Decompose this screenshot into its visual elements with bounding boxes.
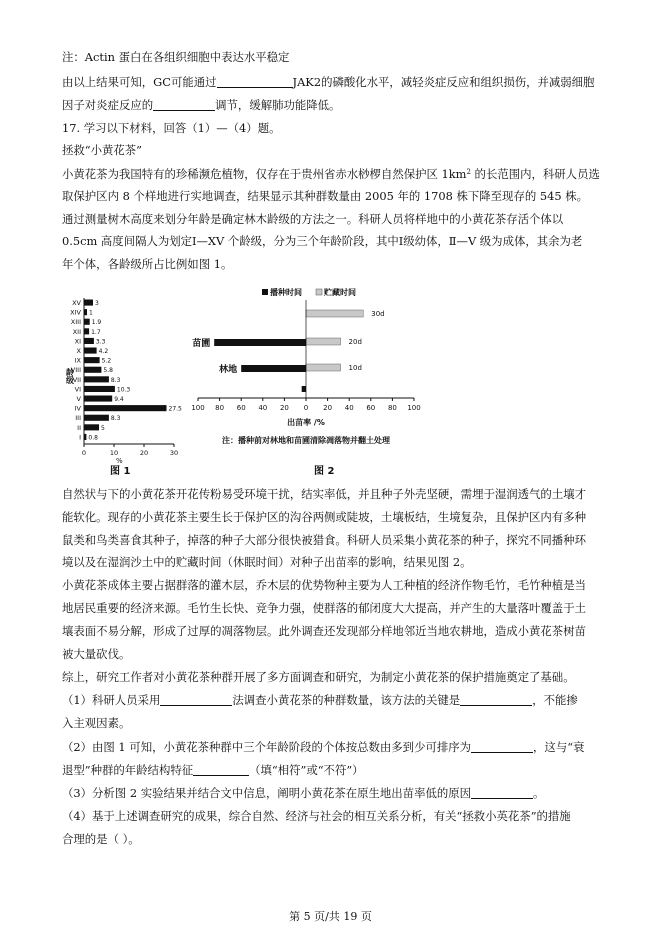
y-axis-label: 龄级 — [65, 368, 75, 384]
legend-label: 贮藏时间 — [324, 288, 356, 297]
bar — [84, 424, 99, 430]
data-label: 4.2 — [98, 348, 109, 355]
x-tick-label: 80 — [215, 404, 225, 412]
y-tick-label: III — [75, 414, 81, 423]
bar — [84, 328, 89, 334]
text-line: 由以上结果可知，GC可能通过 JAK2的磷酸化水平，减轻炎症反应和组织损伤，并减弱细胞 — [62, 75, 595, 89]
x-tick-label: 20 — [323, 404, 333, 412]
figure-1-caption: 图 1 — [110, 466, 131, 477]
note-actin: 注：Actin 蛋白在各组织细胞中表达水平稳定 — [62, 50, 290, 64]
answer-blank[interactable] — [471, 740, 533, 753]
answer-blank[interactable] — [217, 75, 293, 88]
text-line: 因子对炎症反应的 调节，缓解肺功能降低。 — [62, 98, 341, 112]
figure-note: 注：播种前对林地和苗圃清除凋落物并翻土处理 — [222, 436, 390, 445]
data-label: 9.4 — [114, 396, 124, 403]
y-tick-label: V — [76, 395, 81, 403]
bar — [84, 319, 90, 325]
bar — [84, 415, 109, 421]
bar — [84, 309, 87, 315]
y-tick-label: XI — [74, 337, 81, 346]
data-label: 1.9 — [91, 319, 102, 327]
data-label: 30d — [371, 310, 385, 318]
bar-storage — [306, 310, 363, 317]
x-tick-label: 80 — [387, 404, 397, 412]
data-label: 1 — [89, 309, 93, 317]
x-tick-label: 60 — [236, 404, 246, 412]
category-label: 苗圃 — [192, 339, 211, 349]
x-tick-label: 40 — [258, 404, 268, 412]
bar — [84, 396, 112, 402]
bar — [84, 386, 115, 392]
bar — [84, 367, 101, 373]
legend — [262, 287, 356, 297]
x-axis-label: % — [116, 457, 123, 465]
bar — [84, 434, 86, 440]
bar — [84, 348, 97, 354]
bar-storage — [306, 338, 341, 345]
data-label: 20d — [348, 338, 362, 346]
x-tick-label: 20 — [279, 404, 289, 412]
y-tick-label: I — [79, 433, 81, 442]
bar-sowing — [214, 339, 306, 346]
y-tick-label: XV — [72, 299, 81, 307]
answer-blank[interactable] — [160, 693, 232, 706]
y-tick-label: X — [76, 347, 81, 355]
x-axis-label: 出苗率 /% — [287, 418, 325, 427]
y-tick-label: XIV — [70, 308, 81, 317]
data-label: 8.3 — [110, 415, 121, 423]
text-line: 合理的是（ ）。 — [62, 832, 140, 846]
x-tick-label: 30 — [169, 449, 179, 457]
bar-storage — [306, 364, 341, 371]
data-label: 8.3 — [110, 376, 121, 384]
text-line: 鼠类和鸟类喜食其种子，掉落的种子大部分很快被猎食。科研人员采集小黄花茶的种子，探究不同播种环 — [62, 533, 586, 547]
legend-swatch-storage — [316, 289, 322, 295]
figure-2-caption: 图 2 — [314, 466, 335, 477]
text-line: 被大量砍伐。 — [62, 647, 131, 661]
bar-sowing — [241, 365, 306, 372]
question-4: （4）基于上述调查研究的成果，综合自然、经济与社会的相互关系分析，有关“拯救小英花茶”的措施 — [62, 809, 571, 823]
data-label: 0.8 — [88, 434, 98, 442]
x-tick-label: 0 — [303, 404, 309, 412]
data-label: 3.3 — [95, 338, 106, 346]
passage-title: 拯救“小黄花茶” — [62, 143, 142, 157]
bar-sowing — [302, 386, 306, 392]
answer-blank[interactable] — [193, 763, 249, 776]
text-line: 能软化。现存的小黄花茶主要生长于保护区的沟谷两侧或陡坡，土壤板结，生境复杂，且保护区内有多种 — [62, 510, 586, 524]
x-tick-label: 100 — [191, 404, 205, 412]
x-tick-label: 0 — [81, 449, 87, 457]
question-2: （2）由图 1 可知，小黄花茶种群中三个年龄阶段的个体按总数由多到少可排序为 ，这与“衰 — [62, 740, 585, 754]
text-line: 通过测量树木高度来划分年龄是确定林木龄级的方法之一。科研人员将样地中的小黄花茶存活个体以 — [62, 212, 564, 226]
data-label: 5 — [101, 424, 105, 432]
bar — [84, 405, 167, 411]
x-tick-label: 40 — [344, 404, 354, 412]
legend-label: 播种时间 — [270, 288, 302, 297]
text-line: 0.5cm 高度间隔人为划定Ⅰ—XV 个龄级，分为三个年龄阶段，其中Ⅰ级幼体，Ⅱ—V 级为成体，其余为老 — [62, 234, 583, 248]
data-label: 3 — [95, 300, 99, 307]
answer-blank[interactable] — [153, 98, 215, 111]
text-line: 自然状与下的小黄花茶开花传粉易受环境干扰，结实率低，并且种子外壳坚硬，需埋于湿润透气的土壤才 — [62, 487, 586, 501]
data-label: 5.2 — [101, 357, 112, 365]
data-label: 27.5 — [168, 405, 182, 413]
y-tick-label: IX — [74, 356, 81, 365]
text-line: 小黄花茶为我国特有的珍稀濒危植物，仅存在于贵州省赤水桫椤自然保护区 $1km^2$ 的长范围内，科研人员选 — [62, 167, 600, 181]
bar — [84, 357, 100, 363]
question-17-title: 17. 学习以下材料，回答（1）—（4）题。 — [62, 121, 281, 135]
y-tick-label: VI — [74, 385, 81, 394]
text-line: 小黄花茶成体主要占据群落的灌木层，乔木层的优势物种主要为人工种植的经济作物毛竹，毛竹种植是当 — [62, 578, 586, 592]
x-tick-label: 60 — [366, 404, 376, 412]
data-label: 10.3 — [116, 386, 131, 394]
y-tick-label: II — [77, 423, 81, 432]
text-line: 取保护区内 8 个样地进行实地调查，结果显示其种群数量由 2005 年的 1708 株下降至现存的 545 株。 — [62, 189, 588, 203]
answer-blank[interactable] — [471, 786, 533, 799]
x-tick-label: 20 — [139, 449, 149, 457]
text-line: 退型”种群的年龄结构特征 （填“相符”或“不符”） — [62, 763, 364, 777]
y-tick-label: VII — [72, 375, 81, 384]
y-tick-label: IV — [74, 404, 81, 413]
text-line: 年个体，各龄级所占比例如图 1。 — [62, 257, 233, 271]
data-label: 5.8 — [103, 367, 113, 375]
text-line: 综上，研究工作者对小黄花茶种群开展了多方面调查和研究，为制定小黄花茶的保护措施奠定了基础。 — [62, 670, 575, 684]
legend-swatch-sowing — [262, 289, 268, 295]
y-tick-label: XII — [72, 327, 81, 336]
x-tick-label: 100 — [407, 404, 421, 412]
question-1: （1）科研人员采用 法调查小黄花茶的种群数量，该方法的关键是 ，不能掺 — [62, 693, 578, 707]
text-line: 入主观因素。 — [62, 716, 131, 730]
figure-2-emergence-rate-chart — [191, 284, 438, 456]
y-tick-label: XIII — [70, 318, 81, 327]
bar — [84, 376, 109, 382]
y-tick-label: VIII — [70, 366, 81, 375]
text-line: 壤表面不易分解，形成了过厚的凋落物层。此外调查还发现部分样地邻近当地农耕地，造成小黄花茶树苗 — [62, 624, 586, 638]
text-line: 境以及在湿润沙土中的贮藏时间（休眠时间）对种子出苗率的影响，结果见图 2。 — [62, 555, 472, 569]
data-label: 10d — [348, 364, 362, 372]
page-footer: 第 5 页/共 19 页 — [289, 910, 372, 923]
text-line: 地居民重要的经济来源。毛竹生长快、竞争力强，使群落的郁闭度大大提高，并产生的大量落叶覆盖于土 — [62, 601, 586, 615]
answer-blank[interactable] — [460, 693, 532, 706]
bar — [84, 300, 93, 306]
figure-1-age-structure-chart — [58, 294, 188, 476]
question-3: （3）分析图 2 实验结果并结合文中信息，阐明小黄花茶在原生地出苗率低的原因 。 — [62, 786, 545, 800]
category-label: 林地 — [219, 365, 238, 375]
x-tick-label: 10 — [109, 449, 119, 457]
data-label: 1.7 — [91, 328, 101, 336]
bar — [84, 338, 94, 344]
